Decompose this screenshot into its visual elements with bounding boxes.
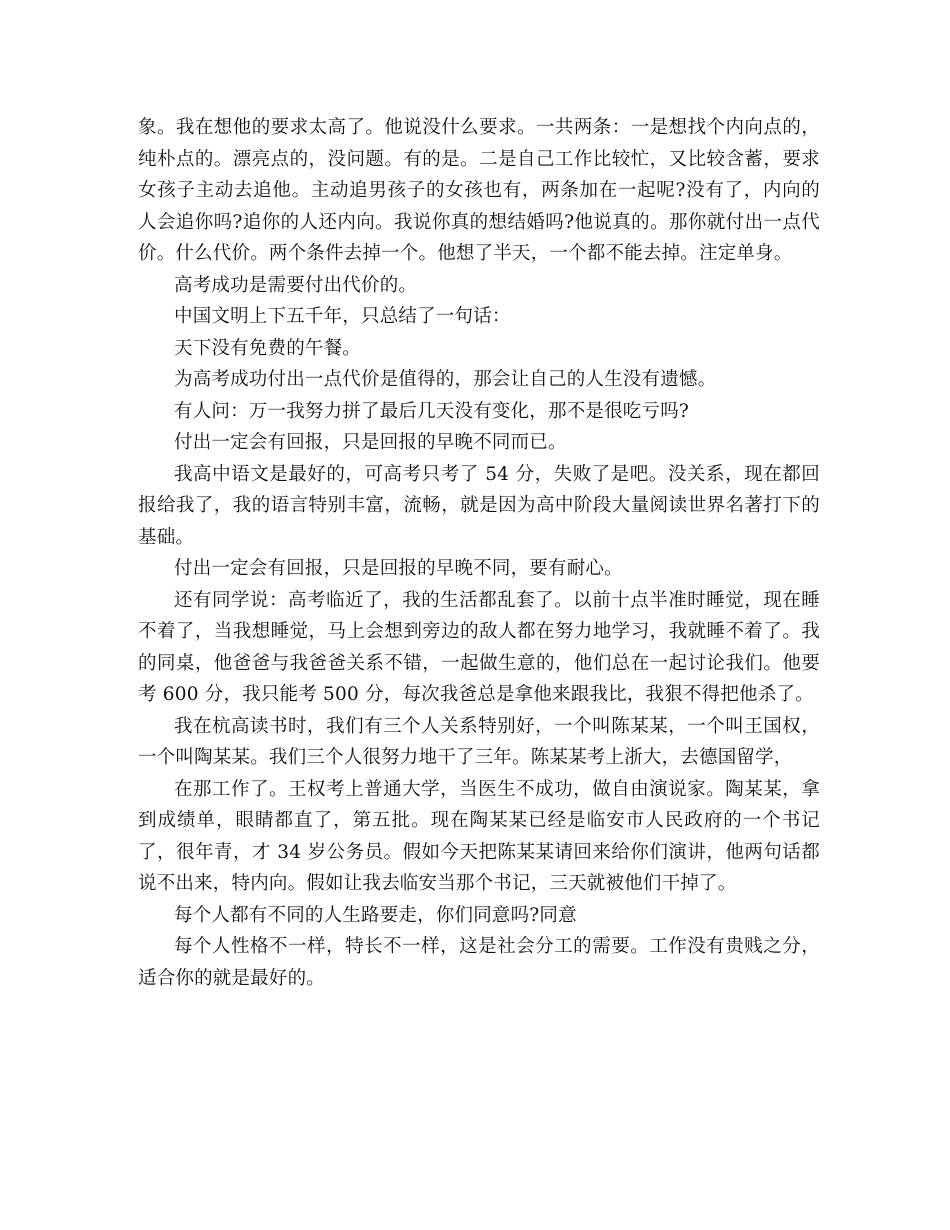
paragraph-10: 还有同学说：高考临近了，我的生活都乱套了。以前十点半准时睡觉，现在睡不着了，当我想睡觉，马上会想到旁边的敌人都在努力地学习，我就睡不着了。我的同桌，他爸爸与我爸爸关系不错，一起做生意的，他们总在一起讨论我们。他要考 600 分，我只能考 500 分，每次我爸总是拿他来跟我比，我狠不得把他杀了。 [138, 589, 820, 705]
paragraph-8: 我高中语文是最好的，可高考只考了 54 分，失败了是吧。没关系，现在都回报给我了，我的语言特别丰富，流畅，就是因为高中阶段大量阅读世界名著打下的基础。 [138, 463, 820, 548]
paragraph-5: 为高考成功付出一点代价是值得的，那会让自己的人生没有遗憾。 [174, 369, 717, 390]
document-body [138, 112, 820, 994]
paragraph-2: 高考成功是需要付出代价的。 [174, 274, 418, 296]
paragraph-1: 象。我在想他的要求太高了。他说没什么要求。一共两条：一是想找个内向点的，纯朴点的。漂亮点的，没问题。有的是。二是自己工作比较忙，又比较含蓄，要求女孩子主动去追他。主动追男孩子的女孩也有，两条加在一起呢?没有了，内向的人会追你吗?追你的人还内向。我说你真的想结婚吗?他说真的。那你就付出一点代价。什么代价。两个条件去掉一个。他想了半天，一个都不能去掉。注定单身。 [138, 117, 820, 264]
paragraph-13: 每个人都有不同的人生路要走，你们同意吗?同意 [174, 904, 577, 926]
paragraph-11: 我在杭高读书时，我们有三个人关系特别好，一个叫陈某某，一个叫王国权，一个叫陶某某。我们三个人很努力地干了三年。陈某某考上浙大，去德国留学， [138, 715, 820, 768]
paragraph-6: 有人问：万一我努力拼了最后几天没有变化，那不是很吃亏吗? [174, 400, 690, 422]
paragraph-12: 在那工作了。王权考上普通大学，当医生不成功，做自由演说家。陶某某，拿到成绩单，眼睛都直了，第五批。现在陶某某已经是临安市人民政府的一个书记了，很年青，才 34 岁公务员。假如今天把陈某某请回来给你们演讲，他两句话都说不出来，特内向。假如让我去临安当那个书记，三天就被他们干掉了。 [138, 778, 820, 894]
paragraph-7: 付出一定会有回报，只是回报的早晚不同而已。 [174, 432, 567, 453]
paragraph-14: 每个人性格不一样，特长不一样，这是社会分工的需要。工作没有贵贱之分，适合你的就是最好的。 [138, 936, 820, 989]
paragraph-3: 中国文明上下五千年，只总结了一句话： [174, 306, 511, 327]
paragraph-4: 天下没有免费的午餐。 [174, 337, 362, 359]
paragraph-9: 付出一定会有回报，只是回报的早晚不同，要有耐心。 [174, 558, 623, 579]
